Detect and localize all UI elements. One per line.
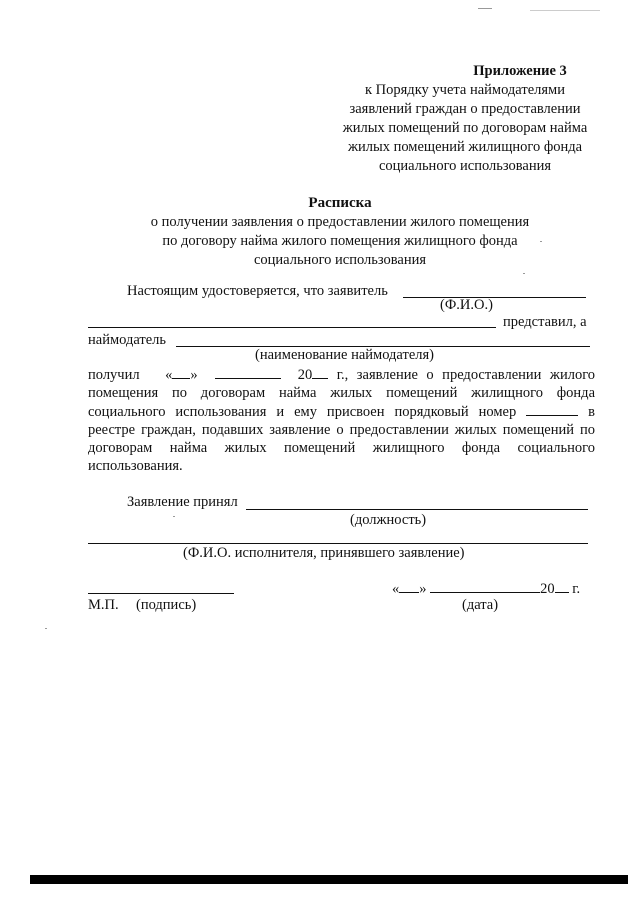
scan-speck [530, 10, 600, 11]
title-line: социального использования [253, 252, 427, 268]
month-field[interactable] [215, 365, 281, 379]
accepted-label: Заявление принял [127, 494, 238, 510]
date-year-prefix: 20 [540, 581, 555, 597]
applicant-name-field-continued[interactable] [88, 327, 496, 328]
document-title-block [0, 194, 640, 270]
scan-bottom-edge [30, 875, 628, 884]
date-day-field[interactable] [399, 579, 419, 593]
executor-hint: (Ф.И.О. исполнителя, принявшего заявление) [183, 545, 465, 561]
position-hint: (должность) [350, 512, 427, 528]
position-field[interactable] [246, 509, 588, 510]
stamp-label: М.П. [88, 597, 119, 613]
scan-speck [478, 8, 492, 9]
date-suffix: г. [572, 581, 581, 597]
register-text: в реестре граждан, подавших заявление о предоставлении жилых помещений по договорам найма жилых помещений жилищного фонда социального использования. [88, 404, 595, 474]
executor-name-field[interactable] [88, 543, 588, 544]
date-hint: (дата) [462, 597, 499, 613]
scan-speck [45, 628, 47, 629]
serial-number-field[interactable] [526, 402, 578, 416]
fio-hint: (Ф.И.О.) [440, 297, 493, 313]
landlord-label: наймодатель [88, 332, 167, 348]
received-rest: г., заявление о предоставлении жилого помещения по договорам найма жилых помещений жилищного фонда социального использования и ему присвоен порядковый номер [88, 367, 596, 420]
date-year-field[interactable] [555, 579, 569, 593]
appendix-line: жилых помещений жилищного фонда [347, 139, 583, 155]
submitted-text: представил, а [503, 314, 587, 330]
scan-speck [540, 241, 542, 242]
appendix-line: заявлений граждан о предоставлении [349, 101, 581, 117]
appendix-heading: Приложение 3 [473, 63, 567, 79]
close-quote: » [190, 367, 198, 383]
date-close-quote: » [419, 581, 427, 597]
date-field-group [392, 579, 580, 598]
year-field[interactable] [312, 365, 328, 379]
date-month-field[interactable] [430, 579, 540, 593]
received-prefix: получил [88, 367, 140, 383]
scan-speck [523, 273, 525, 274]
applicant-name-field[interactable] [403, 297, 586, 298]
appendix-line: социального использования [378, 158, 552, 174]
received-paragraph [88, 365, 595, 475]
open-quote: « [165, 367, 173, 383]
title-line: о получении заявления о предоставлении жилого помещения [150, 214, 530, 230]
appendix-line: к Порядку учета наймодателями [365, 82, 565, 98]
signature-hint: (подпись) [136, 597, 197, 613]
scan-speck [173, 516, 175, 517]
appendix-block [320, 62, 610, 176]
date-open-quote: « [392, 581, 400, 597]
day-field[interactable] [172, 365, 190, 379]
landlord-hint: (наименование наймодателя) [255, 347, 434, 363]
title-line: по договору найма жилого помещения жилищного фонда [162, 233, 518, 249]
certify-text: Настоящим удостоверяется, что заявитель [127, 283, 388, 299]
document-title: Расписка [308, 195, 372, 211]
appendix-line: жилых помещений по договорам найма [342, 120, 588, 136]
year-prefix: 20 [297, 367, 313, 383]
signature-field[interactable] [88, 593, 234, 594]
